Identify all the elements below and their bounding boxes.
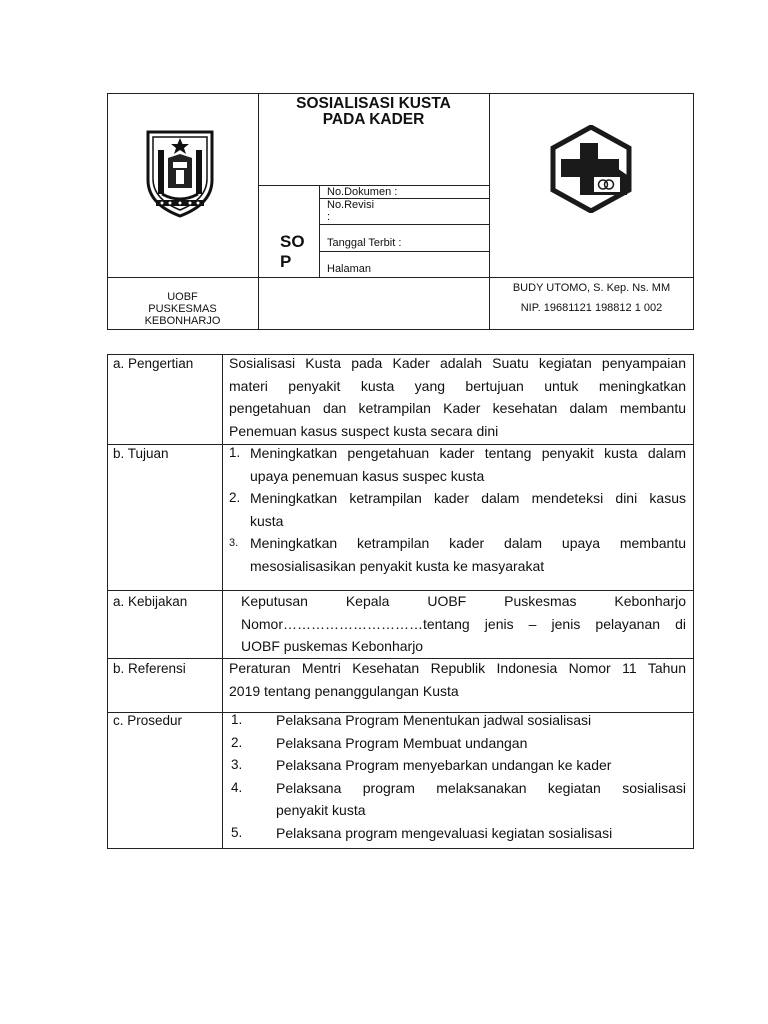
list-number: 1. — [229, 445, 241, 460]
list-number: 2. — [231, 734, 243, 750]
org-line: KEBONHARJO — [144, 315, 221, 327]
prosedur-list — [231, 709, 686, 844]
sop-letters: SO — [280, 232, 305, 251]
text-line: Meningkatkan ketrampilan kader dalam mendeteksi dini kasus — [250, 490, 686, 506]
text-line: penyakit kusta — [276, 802, 366, 818]
text-line: Penemuan kasus suspect kusta secara dini — [229, 422, 499, 439]
halaman-label: Halaman — [327, 263, 372, 275]
text-line: Meningkatkan pengetahuan kader tentang penyakit kusta dalam — [250, 445, 686, 461]
org-line: UOBF — [167, 291, 198, 303]
document-title — [260, 96, 487, 128]
list-item — [229, 532, 686, 577]
section-label-referensi: b. Referensi — [113, 661, 186, 676]
list-item — [229, 442, 686, 487]
title-line: PADA KADER — [322, 111, 425, 128]
sop-label — [280, 232, 305, 272]
list-item — [231, 732, 686, 755]
text-line: Pelaksana Program menyebarkan undangan ke kader — [276, 757, 612, 773]
list-item — [231, 822, 686, 845]
text-line: Pelaksana program mengevaluasi kegiatan sosialisasi — [276, 824, 613, 841]
no-dokumen-label: No.Dokumen : — [327, 186, 398, 198]
header-divider — [107, 277, 694, 278]
referensi-text — [229, 657, 686, 702]
text-line: materi penyakit kusta yang bertujuan untuk meningkatkan — [229, 377, 686, 394]
list-item — [231, 777, 686, 822]
organization-name — [107, 291, 258, 327]
text-line: Pelaksana program melaksanakan kegiatan sosialisasi — [276, 779, 686, 796]
header-divider — [258, 93, 259, 330]
header-divider — [319, 251, 489, 252]
title-line: SOSIALISASI KUSTA — [296, 95, 451, 112]
pengertian-text — [229, 352, 686, 442]
header-divider — [489, 93, 490, 330]
sop-letters: P — [280, 252, 292, 271]
list-number: 4. — [231, 779, 243, 795]
table-divider — [222, 354, 223, 849]
section-label-pengertian: a. Pengertian — [113, 356, 194, 371]
kebijakan-text — [241, 590, 686, 658]
text-line: UOBF puskemas Kebonharjo — [241, 638, 424, 654]
list-number: 3. — [229, 537, 239, 549]
signer-name: BUDY UTOMO, S. Kep. Ns. MM — [512, 282, 671, 294]
list-number: 5. — [231, 824, 243, 840]
text-line: Pelaksana Program Menentukan jadwal sosialisasi — [276, 712, 592, 728]
text-line: pengetahuan dan ketrampilan Kader kesehatan dalam membantu — [229, 400, 686, 416]
section-label-kebijakan: a. Kebijakan — [113, 594, 188, 609]
org-line: PUSKESMAS — [148, 303, 217, 315]
header-divider — [319, 224, 489, 225]
puskesmas-logo-icon — [549, 125, 633, 213]
list-item — [231, 709, 686, 732]
tujuan-list — [229, 442, 686, 577]
text-line: Pelaksana Program Membuat undangan — [276, 734, 528, 751]
text-line: kusta — [250, 512, 284, 529]
text-line: mesosialisasikan penyakit kusta ke masyarakat — [250, 557, 545, 574]
list-number: 3. — [231, 757, 243, 772]
text-line: upaya penemuan kasus suspec kusta — [250, 467, 485, 484]
no-revisi-colon: : — [327, 211, 331, 223]
section-label-tujuan: b. Tujuan — [113, 446, 169, 461]
list-number: 1. — [231, 712, 243, 727]
list-item — [231, 754, 686, 777]
section-label-prosedur: c. Prosedur — [113, 713, 183, 728]
list-number: 2. — [229, 490, 241, 505]
text-line: Meningkatkan ketrampilan kader dalam upaya membantu — [250, 535, 686, 551]
text-line: Sosialisasi Kusta pada Kader adalah Suatu kegiatan penyampaian — [229, 355, 686, 371]
text-line: Peraturan Mentri Kesehatan Republik Indonesia Nomor 11 Tahun — [229, 660, 686, 676]
no-revisi-label: No.Revisi — [327, 199, 375, 211]
text-line: Nomor…………………………tentang jenis – jenis pelayanan di — [241, 615, 686, 632]
list-item — [229, 487, 686, 532]
regency-emblem-icon — [140, 122, 220, 220]
text-line: 2019 tentang penanggulangan Kusta — [229, 682, 459, 699]
text-line: Keputusan Kepala UOBF Puskesmas Kebonharjo — [241, 593, 686, 609]
signer-nip: NIP. 19681121 198812 1 002 — [520, 302, 663, 314]
tanggal-terbit-label: Tanggal Terbit : — [327, 237, 402, 249]
